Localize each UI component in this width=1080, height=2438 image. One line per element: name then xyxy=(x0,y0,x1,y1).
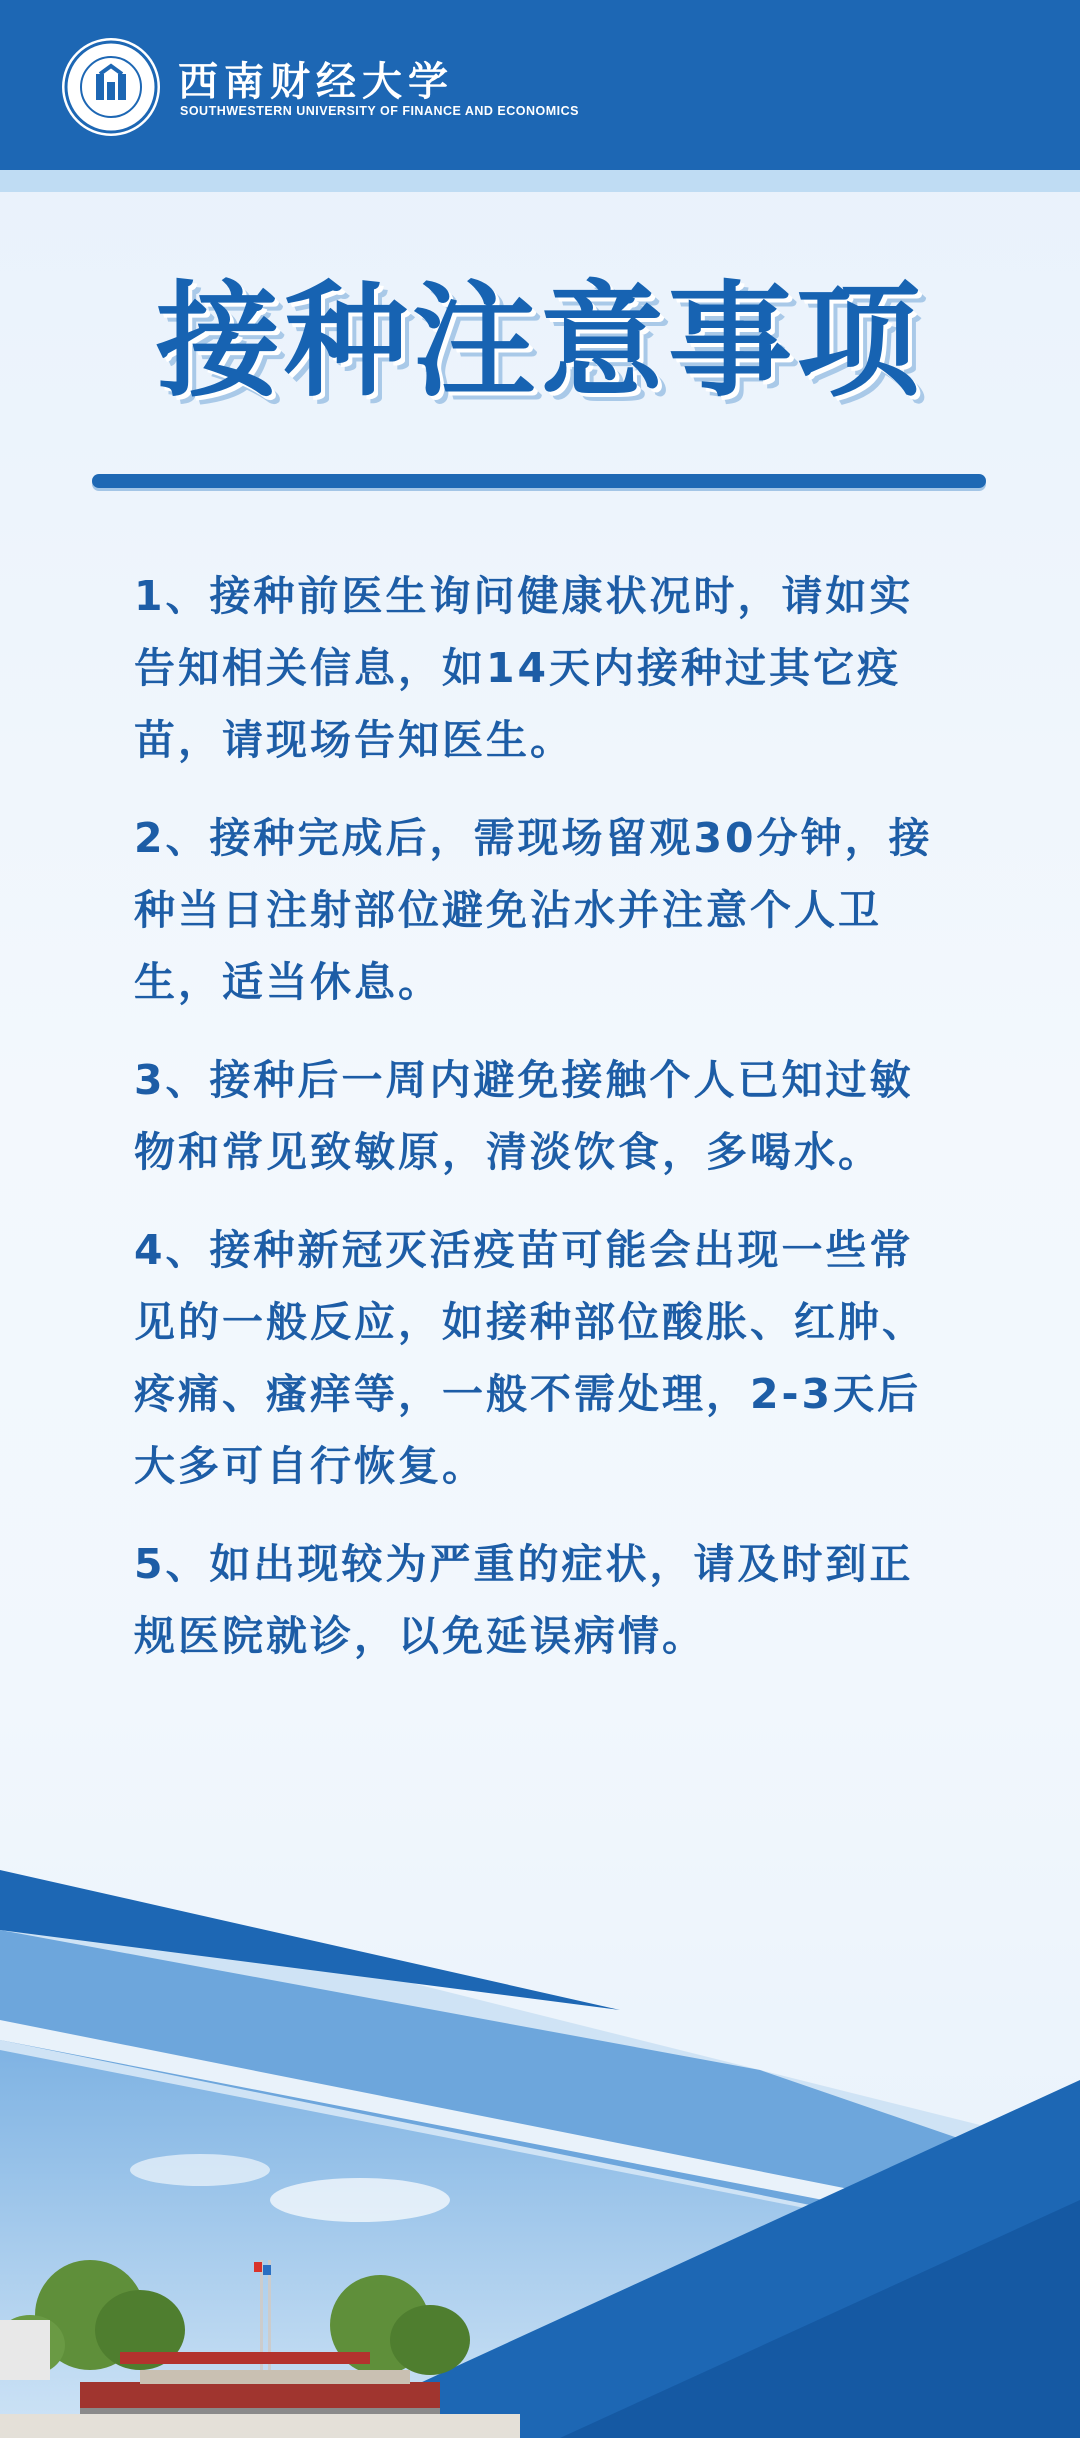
university-name-en: SOUTHWESTERN UNIVERSITY OF FINANCE AND ECONOMICS xyxy=(180,104,580,118)
university-name-cn: 西南财经大学 xyxy=(178,58,454,105)
campus-gate-image xyxy=(0,2120,520,2438)
page-title: 接种注意事项 xyxy=(155,270,924,414)
notice-item-2: 2、接种完成后，需现场留观30分钟，接种当日注射部位避免沾水并注意个人卫生，适当休息。 xyxy=(134,814,933,1006)
header-bar xyxy=(0,0,1080,170)
title-divider xyxy=(92,474,986,488)
header-accent-strip xyxy=(0,170,1080,192)
notice-item-1: 1、接种前医生询问健康状况时，请如实告知相关信息，如14天内接种过其它疫苗，请现场告知医生。 xyxy=(134,572,914,764)
notice-item-5: 5、如出现较为严重的症状，请及时到正规医院就诊，以免延误病情。 xyxy=(134,1540,914,1660)
university-seal-icon xyxy=(62,38,160,136)
notice-list xyxy=(134,560,954,1698)
notice-item-4: 4、接种新冠灭活疫苗可能会出现一些常见的一般反应，如接种部位酸胀、红肿、疼痛、瘙痒等，一般不需处理，2-3天后大多可自行恢复。 xyxy=(134,1226,926,1490)
notice-item-3: 3、接种后一周内避免接触个人已知过敏物和常见致敏原，清淡饮食，多喝水。 xyxy=(134,1056,914,1176)
